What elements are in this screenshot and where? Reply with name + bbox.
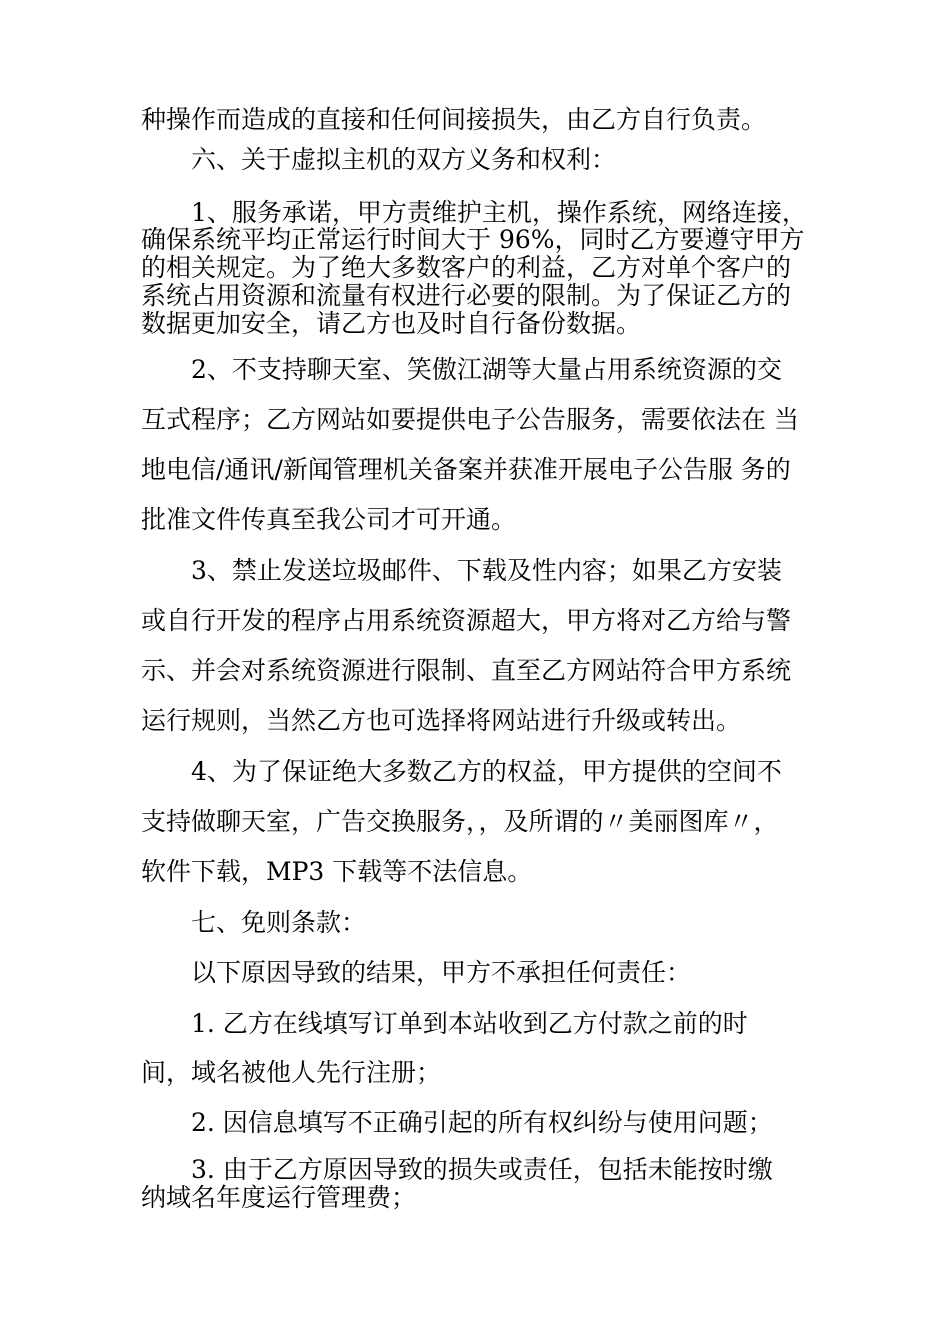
item-1-line-2: 确保系统平均正常运行时间大于 96%，同时乙方要遵守甲方 [141,225,805,254]
section-seven-heading: 七、免则条款： [191,908,367,937]
item-3-line-4: 运行规则，当然乙方也可选择将网站进行升级或转出。 [141,706,742,735]
section-six-heading: 六、关于虚拟主机的双方义务和权利： [191,145,617,174]
clause-1-line-2: 间，域名被他人先行注册； [141,1058,442,1087]
clause-3-line-2: 纳域名年度运行管理费； [141,1183,417,1212]
item-2-line-4: 批准文件传真至我公司才可开通。 [141,505,517,534]
item-3-line-1: 3、禁止发送垃圾邮件、下载及性内容；如果乙方安装 [191,556,782,585]
item-2-line-3: 地电信/通讯/新闻管理机关备案并获准开展电子公告服 务的 [141,455,791,484]
paragraph-line-1: 种操作而造成的直接和任何间接损失，由乙方自行负责。 [141,105,767,134]
clause-3-line-1: 3. 由于乙方原因导致的损失或责任，包括未能按时缴 [191,1155,773,1184]
item-4-line-2: 支持做聊天室，广告交换服务，，及所谓的〃美丽图库〃， [141,807,779,836]
item-4-line-1: 4、为了保证绝大多数乙方的权益，甲方提供的空间不 [191,757,782,786]
item-3-line-3: 示、并会对系统资源进行限制、直至乙方网站符合甲方系统 [141,656,792,685]
item-1-line-4: 系统占用资源和流量有权进行必要的限制。为了保证乙方的 [141,281,792,310]
disclaimer-intro: 以下原因导致的结果，甲方不承担任何责任： [191,958,692,987]
item-2-line-1: 2、不支持聊天室、笑傲江湖等大量占用系统资源的交 [191,355,782,384]
clause-2-line-1: 2. 因信息填写不正确引起的所有权纠纷与使用问题； [191,1108,773,1137]
clause-1-line-1: 1. 乙方在线填写订单到本站收到乙方付款之前的时 [191,1009,748,1038]
item-3-line-2: 或自行开发的程序占用系统资源超大，甲方将对乙方给与警 [141,606,792,635]
item-2-line-2: 互式程序；乙方网站如要提供电子公告服务，需要依法在 当 [141,405,799,434]
item-1-line-5: 数据更加安全，请乙方也及时自行备份数据。 [141,309,642,338]
item-1-line-3: 的相关规定。为了绝大多数客户的利益，乙方对单个客户的 [141,253,792,282]
item-1-line-1: 1、服务承诺，甲方责维护主机，操作系统，网络连接， [191,198,807,227]
item-4-line-3: 软件下载，MP3 下载等不法信息。 [141,857,533,886]
